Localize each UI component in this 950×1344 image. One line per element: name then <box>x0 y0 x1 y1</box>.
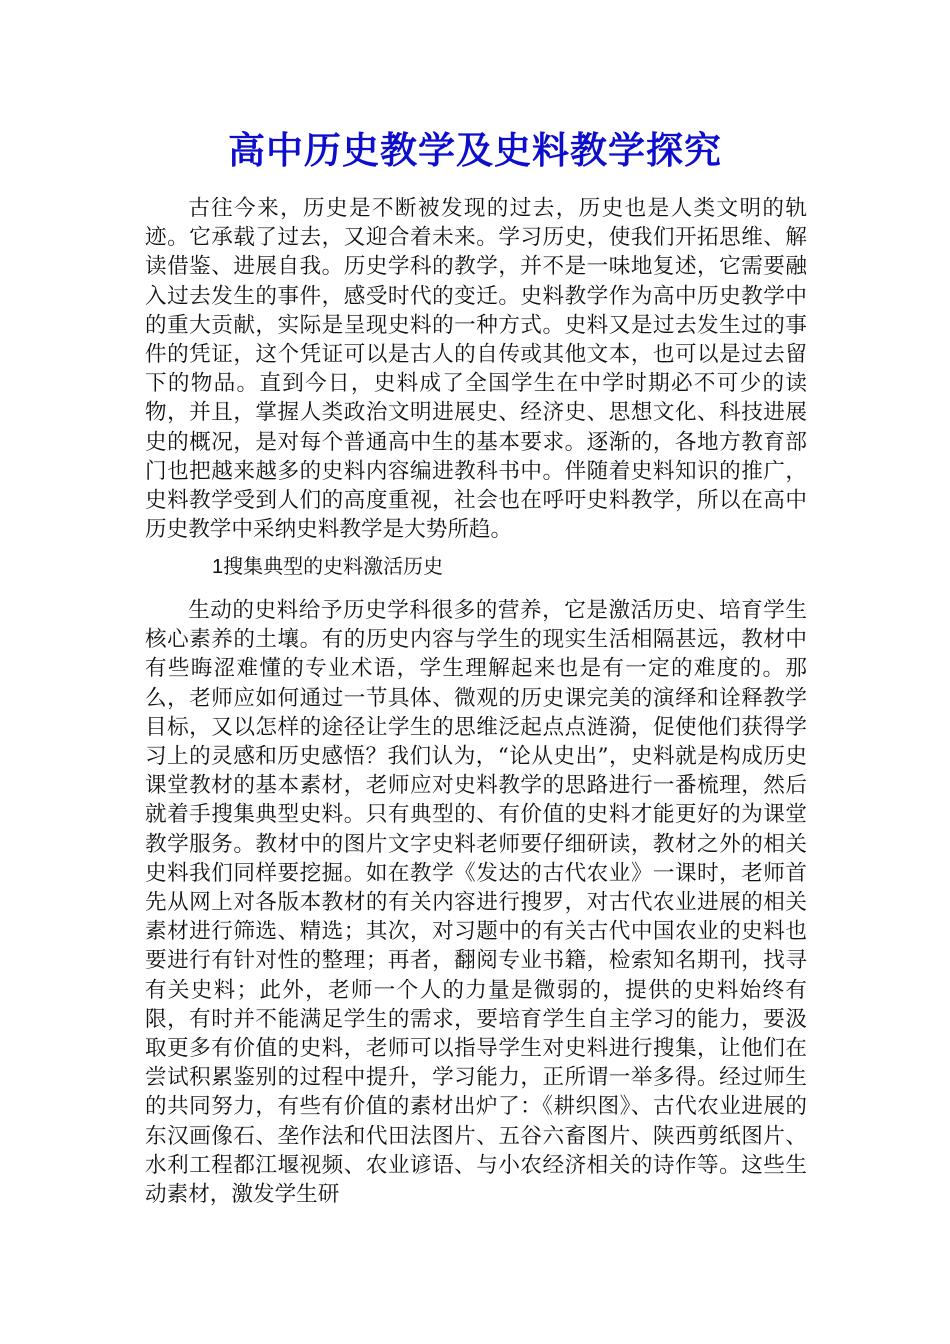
intro-paragraph: 古往今来，历史是不断被发现的过去，历史也是人类文明的轨迹。它承载了过去，又迎合着未来。学习历史，使我们开拓思维、解读借鉴、进展自我。历史学科的教学，并不是一味地复述，它需要融入过去发生的事件，感受时代的变迁。史料教学作为高中历史教学中的重大贡献，实际是呈现史料的一种方式。史料又是过去发生过的事件的凭证，这个凭证可以是古人的自传或其他文本，也可以是过去留下的物品。直到今日，史料成了全国学生在中学时期必不可少的读物，并且，掌握人类政治文明进展史、经济史、思想文化、科技进展史的概况，是对每个普通高中生的基本要求。逐渐的，各地方教育部门也把越来越多的史料内容编进教科书中。伴随着史料知识的推广，史料教学受到人们的高度重视，社会也在呼吁史料教学，所以在高中历史教学中采纳史料教学是大势所趋。 <box>145 196 807 543</box>
section-number: 1 <box>212 556 224 578</box>
body-paragraph: 生动的史料给予历史学科很多的营养，它是激活历史、培育学生核心素养的土壤。有的历史内容与学生的现实生活相隔甚远，教材中有些晦涩难懂的专业术语，学生理解起来也是有一定的难度的。那么，老师应如何通过一节具体、微观的历史课完美的演绎和诠释教学目标，又以怎样的途径让学生的思维泛起点点涟漪，促使他们获得学习上的灵感和历史感悟？我们认为，“论从史出”，史料就是构成历史课堂教材的基本素材，老师应对史料教学的思路进行一番梳理，然后就着手搜集典型史料。只有典型的、有价值的史料才能更好的为课堂教学服务。教材中的图片文字史料老师要仔细研读，教材之外的相关史料我们同样要挖掘。如在教学《发达的古代农业》一课时，老师首先从网上对各版本教材的有关内容进行搜罗，对古代农业进展的相关素材进行筛选、精选；其次，对习题中的有关古代中国农业的史料也要进行有针对性的整理；再者，翻阅专业书籍，检索知名期刊，找寻有关史料；此外，老师一个人的力量是微弱的，提供的史料始终有限，有时并不能满足学生的需求，要培育学生自主学习的能力，要汲取更多有价值的史料，老师可以指导学生对史料进行搜集，让他们在尝试积累鉴别的过程中提升，学习能力，正所谓一举多得。经过师生的共同努力，有些有价值的素材出炉了：《耕织图》、古代农业进展的东汉画像石、垄作法和代田法图片、五谷六畜图片、陕西剪纸图片、水利工程都江堰视频、农业谚语、与小农经济相关的诗作等。这些生动素材，激发学生研 <box>145 598 807 1208</box>
document-title: 高中历史教学及史料教学探究 <box>228 128 722 172</box>
section-heading-text: 搜集典型的史料激活历史 <box>223 554 444 578</box>
section-heading <box>212 552 443 581</box>
